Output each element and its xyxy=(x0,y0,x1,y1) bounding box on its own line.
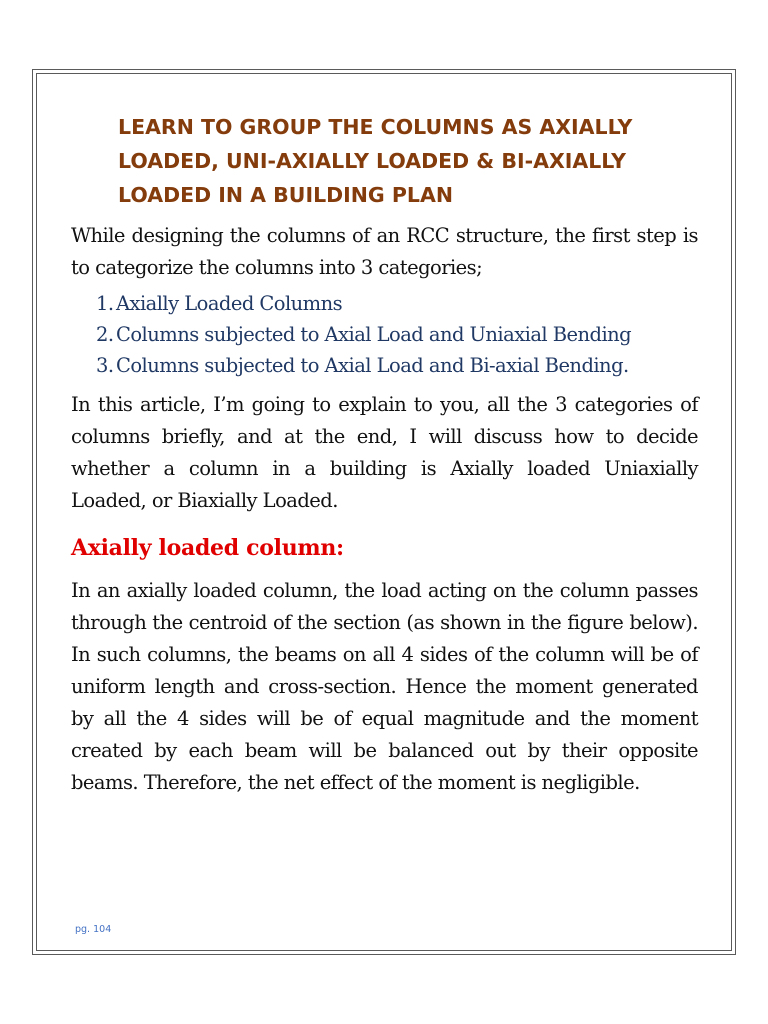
section-heading: Axially loaded column: xyxy=(71,535,344,561)
intro-paragraph: While designing the columns of an RCC structure, the first step is to categorize the columns into 3 categories; xyxy=(71,224,698,279)
list-item-text: Columns subjected to Axial Load and Bi-axial Bending. xyxy=(116,354,629,377)
list-item xyxy=(96,288,698,319)
page-title: LEARN TO GROUP THE COLUMNS AS AXIALLY LOADED, UNI-AXIALLY LOADED & BI-AXIALLY LOADED IN A BUILDING PLAN xyxy=(118,115,633,207)
section-paragraph: In an axially loaded column, the load acting on the column passes through the centroid of the section (as shown in the figure below). In such columns, the beams on all 4 sides of the column will be of uniform length and cross-section. Hence the moment generated by all the 4 sides will be of equal magnitude and the moment created by each beam will be balanced out by their opposite beams. Therefore, the net effect of the moment is negligible. xyxy=(71,579,698,794)
list-item xyxy=(96,319,698,350)
list-item-number: 3. xyxy=(96,354,114,377)
article-paragraph: In this article, I’m going to explain to you, all the 3 categories of columns briefly, and at the end, I will discuss how to decide whether a column in a building is Axially loaded Uniaxially Loaded, or Biaxially Loaded. xyxy=(71,393,698,512)
list-item-number: 2. xyxy=(96,323,114,346)
list-item xyxy=(96,350,698,381)
list-item-number: 1. xyxy=(96,292,114,315)
list-item-text: Axially Loaded Columns xyxy=(116,292,343,315)
page-content xyxy=(71,110,698,799)
list-item-text: Columns subjected to Axial Load and Uniaxial Bending xyxy=(116,323,632,346)
page-number: pg. 104 xyxy=(75,924,112,935)
column-categories-list xyxy=(71,288,698,381)
